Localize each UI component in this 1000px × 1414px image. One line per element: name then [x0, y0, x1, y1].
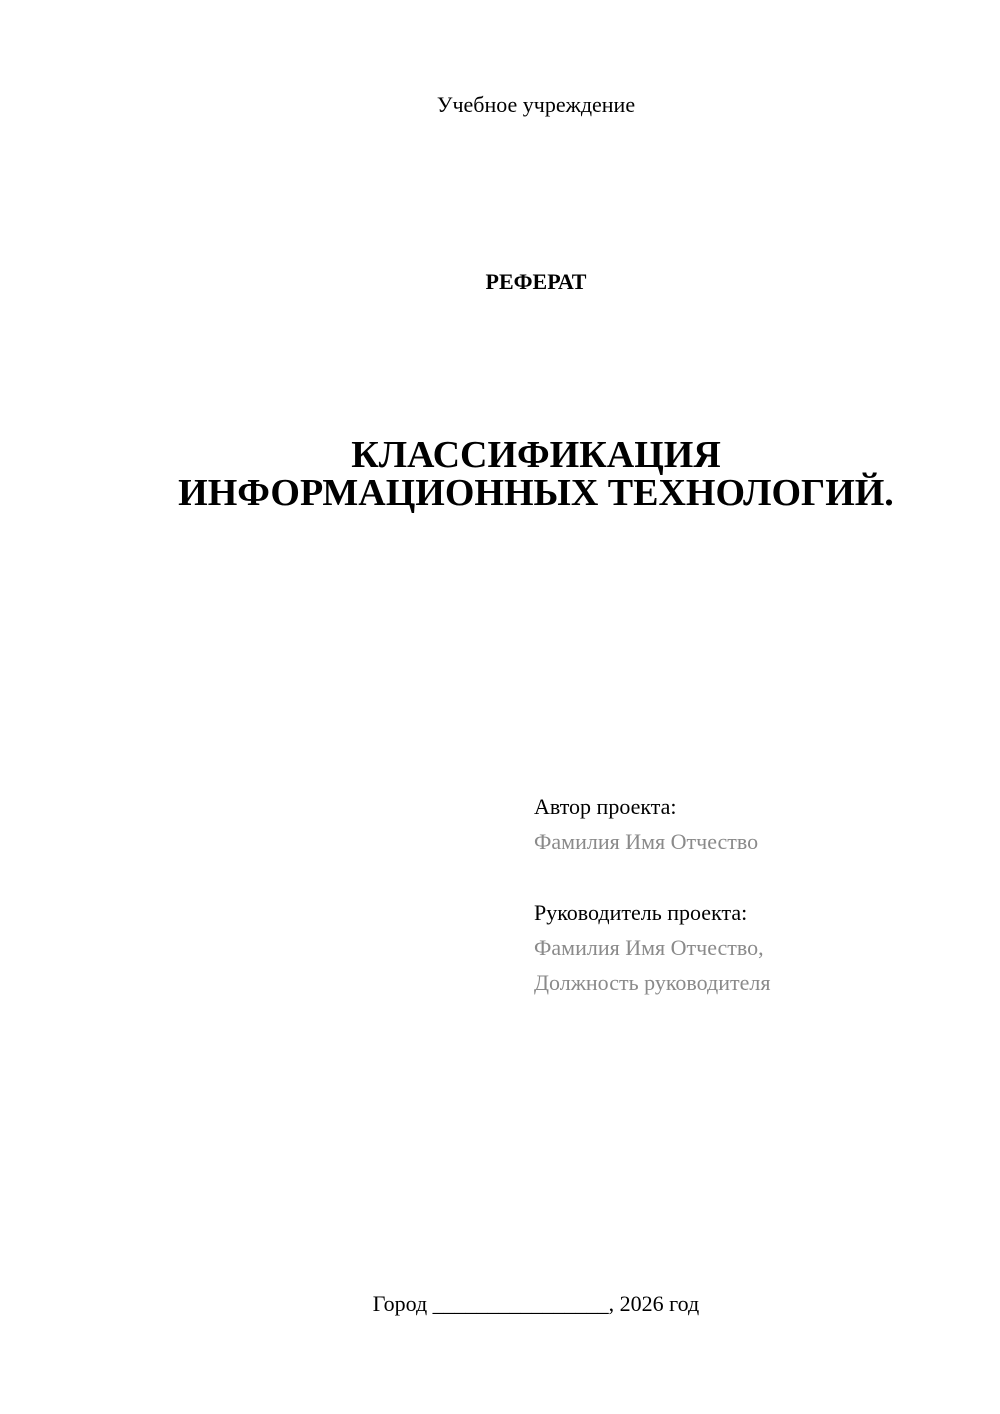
author-label: Автор проекта: — [534, 794, 677, 819]
title-line-2: ИНФОРМАЦИОННЫХ ТЕХНОЛОГИЙ. — [178, 472, 894, 514]
supervisor-label: Руководитель проекта: — [534, 900, 748, 925]
supervisor-name: Фамилия Имя Отчество, — [534, 935, 764, 960]
document-type: РЕФЕРАТ — [485, 269, 587, 294]
supervisor-position: Должность руководителя — [534, 970, 771, 995]
author-name: Фамилия Имя Отчество — [534, 829, 759, 854]
title-line-1: КЛАССИФИКАЦИЯ — [351, 434, 721, 476]
institution-name: Учебное учреждение — [436, 92, 636, 117]
spacer — [534, 859, 974, 895]
document-title — [0, 436, 1000, 512]
city-year-line: Город ________________, 2026 год — [372, 1291, 700, 1316]
project-info-block — [534, 789, 974, 1000]
